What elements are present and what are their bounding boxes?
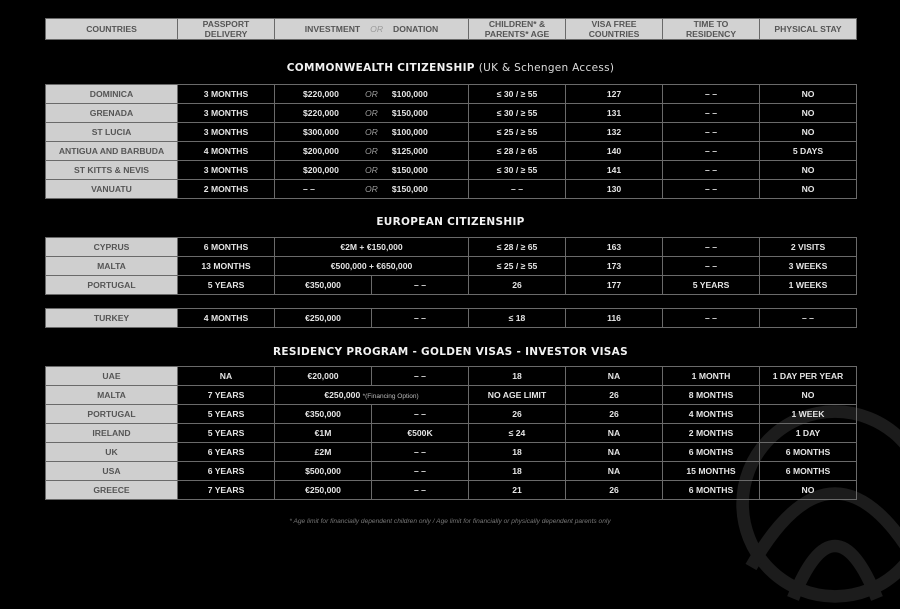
table-row: [46, 481, 857, 500]
residency-table: [45, 366, 857, 500]
table-row: [46, 238, 857, 257]
table-row: [46, 85, 857, 104]
time-to-residency-cell: 8 MONTHS: [663, 386, 760, 405]
physical-stay-cell: 5 DAYS: [760, 142, 857, 161]
age-cell: ≤ 28 / ≥ 65: [469, 238, 566, 257]
country-cell: TURKEY: [46, 309, 178, 328]
donation-value: $150,000: [391, 108, 428, 118]
passport-delivery-cell: 4 MONTHS: [178, 309, 275, 328]
passport-delivery-cell: 6 MONTHS: [178, 238, 275, 257]
table-row: [46, 309, 857, 328]
investment-cell: €250,000: [275, 309, 372, 328]
time-to-residency-cell: – –: [663, 309, 760, 328]
passport-delivery-cell: 13 MONTHS: [178, 257, 275, 276]
table-row: [46, 123, 857, 142]
financing-note: *(Financing Option): [362, 393, 419, 400]
physical-stay-cell: 1 WEEKS: [760, 276, 857, 295]
country-cell: ST KITTS & NEVIS: [46, 161, 178, 180]
investment-cell: €250,000: [275, 481, 372, 500]
passport-delivery-cell: 7 YEARS: [178, 386, 275, 405]
country-cell: GREECE: [46, 481, 178, 500]
physical-stay-cell: NO: [760, 481, 857, 500]
investment-cell: €20,000: [275, 367, 372, 386]
country-cell: ANTIGUA AND BARBUDA: [46, 142, 178, 161]
investment-combined-cell: €500,000 + €650,000: [275, 257, 469, 276]
age-cell: NO AGE LIMIT: [469, 386, 566, 405]
country-cell: GRENADA: [46, 104, 178, 123]
investment-combined-cell: €2M + €150,000: [275, 238, 469, 257]
time-to-residency-cell: – –: [663, 104, 760, 123]
table-row: [46, 180, 857, 199]
time-to-residency-cell: 2 MONTHS: [663, 424, 760, 443]
investment-cell: €350,000: [275, 276, 372, 295]
donation-value: $100,000: [391, 127, 428, 137]
visa-free-cell: 173: [566, 257, 663, 276]
donation-value: $100,000: [391, 89, 428, 99]
country-cell: VANUATU: [46, 180, 178, 199]
header-visa-free: VISA FREE COUNTRIES: [566, 19, 663, 40]
visa-free-cell: 132: [566, 123, 663, 142]
age-cell: 18: [469, 443, 566, 462]
age-cell: – –: [469, 180, 566, 199]
physical-stay-cell: NO: [760, 85, 857, 104]
country-cell: PORTUGAL: [46, 405, 178, 424]
age-cell: ≤ 30 / ≥ 55: [469, 161, 566, 180]
visa-free-cell: 26: [566, 405, 663, 424]
header-investment-or-donation: INVESTMENT OR DONATION: [275, 19, 469, 40]
time-to-residency-cell: 5 YEARS: [663, 276, 760, 295]
or-label: OR: [365, 165, 378, 175]
table-row: [46, 104, 857, 123]
european-table: [45, 237, 857, 295]
physical-stay-cell: NO: [760, 104, 857, 123]
donation-cell: €500K: [372, 424, 469, 443]
investment-cell: £2M: [275, 443, 372, 462]
time-to-residency-cell: 15 MONTHS: [663, 462, 760, 481]
investment-value: $200,000: [303, 146, 339, 156]
physical-stay-cell: 3 WEEKS: [760, 257, 857, 276]
investment-value: $200,000: [303, 165, 339, 175]
time-to-residency-cell: – –: [663, 161, 760, 180]
time-to-residency-cell: – –: [663, 238, 760, 257]
table-row: [46, 386, 857, 405]
country-cell: USA: [46, 462, 178, 481]
investment-value: $220,000: [303, 89, 339, 99]
age-cell: 18: [469, 367, 566, 386]
table-row: [46, 276, 857, 295]
passport-delivery-cell: 3 MONTHS: [178, 85, 275, 104]
investment-or-donation-cell: [275, 161, 469, 180]
age-cell: 26: [469, 276, 566, 295]
investment-cell: €350,000: [275, 405, 372, 424]
table-row: [46, 443, 857, 462]
table-row: [46, 257, 857, 276]
physical-stay-cell: 1 WEEK: [760, 405, 857, 424]
or-label: OR: [365, 89, 378, 99]
table-row: [46, 462, 857, 481]
donation-value: $150,000: [391, 184, 428, 194]
age-cell: 21: [469, 481, 566, 500]
visa-free-cell: 177: [566, 276, 663, 295]
donation-cell: – –: [372, 367, 469, 386]
visa-free-cell: 127: [566, 85, 663, 104]
physical-stay-cell: 1 DAY PER YEAR: [760, 367, 857, 386]
age-cell: ≤ 28 / ≥ 65: [469, 142, 566, 161]
physical-stay-cell: NO: [760, 386, 857, 405]
time-to-residency-cell: 6 MONTHS: [663, 481, 760, 500]
donation-cell: – –: [372, 462, 469, 481]
physical-stay-cell: 2 VISITS: [760, 238, 857, 257]
passport-delivery-cell: 3 MONTHS: [178, 123, 275, 142]
or-label: OR: [365, 146, 378, 156]
passport-delivery-cell: 5 YEARS: [178, 405, 275, 424]
header-countries: COUNTRIES: [46, 19, 178, 40]
time-to-residency-cell: 4 MONTHS: [663, 405, 760, 424]
time-to-residency-cell: – –: [663, 142, 760, 161]
physical-stay-cell: 1 DAY: [760, 424, 857, 443]
investment-cell: $500,000: [275, 462, 372, 481]
physical-stay-cell: 6 MONTHS: [760, 443, 857, 462]
column-header-table: [45, 18, 857, 40]
or-label: OR: [365, 108, 378, 118]
passport-delivery-cell: 5 YEARS: [178, 424, 275, 443]
visa-free-cell: 130: [566, 180, 663, 199]
investment-or-donation-cell: [275, 180, 469, 199]
passport-delivery-cell: 6 YEARS: [178, 443, 275, 462]
country-cell: MALTA: [46, 386, 178, 405]
header-passport-delivery: PASSPORT DELIVERY: [178, 19, 275, 40]
age-cell: ≤ 30 / ≥ 55: [469, 85, 566, 104]
passport-delivery-cell: 3 MONTHS: [178, 104, 275, 123]
visa-free-cell: 140: [566, 142, 663, 161]
commonwealth-table: [45, 84, 857, 199]
or-label: OR: [365, 184, 378, 194]
donation-cell: – –: [372, 481, 469, 500]
physical-stay-cell: NO: [760, 180, 857, 199]
investment-value: $220,000: [303, 108, 339, 118]
donation-cell: – –: [372, 309, 469, 328]
age-cell: ≤ 30 / ≥ 55: [469, 104, 566, 123]
age-cell: ≤ 18: [469, 309, 566, 328]
table-row: [46, 405, 857, 424]
visa-free-cell: NA: [566, 424, 663, 443]
table-row: [46, 161, 857, 180]
table-row: [46, 142, 857, 161]
age-cell: 26: [469, 405, 566, 424]
passport-delivery-cell: 4 MONTHS: [178, 142, 275, 161]
time-to-residency-cell: – –: [663, 123, 760, 142]
section-title-residency: RESIDENCY PROGRAM - GOLDEN VISAS - INVESTOR VISAS: [273, 346, 628, 358]
time-to-residency-cell: – –: [663, 85, 760, 104]
investment-cell: €1M: [275, 424, 372, 443]
time-to-residency-cell: 6 MONTHS: [663, 443, 760, 462]
passport-delivery-cell: 5 YEARS: [178, 276, 275, 295]
country-cell: IRELAND: [46, 424, 178, 443]
section-title-commonwealth: COMMONWEALTH CITIZENSHIP (UK & Schengen Access): [286, 62, 615, 74]
header-row: [46, 19, 857, 40]
investment-combined-cell: €250,000 *(Financing Option): [275, 386, 469, 405]
visa-free-cell: NA: [566, 443, 663, 462]
donation-cell: – –: [372, 405, 469, 424]
passport-delivery-cell: 7 YEARS: [178, 481, 275, 500]
section-title-european: EUROPEAN CITIZENSHIP: [376, 216, 525, 228]
passport-delivery-cell: 6 YEARS: [178, 462, 275, 481]
age-cell: 18: [469, 462, 566, 481]
country-cell: UAE: [46, 367, 178, 386]
investment-or-donation-cell: [275, 142, 469, 161]
physical-stay-cell: NO: [760, 161, 857, 180]
passport-delivery-cell: NA: [178, 367, 275, 386]
country-cell: DOMINICA: [46, 85, 178, 104]
header-time-to-residency: TIME TO RESIDENCY: [663, 19, 760, 40]
visa-free-cell: 26: [566, 481, 663, 500]
footnote: * Age limit for financially dependent children only / Age limit for financially or physically dependent parents only: [289, 518, 611, 525]
or-label: OR: [365, 127, 378, 137]
age-cell: ≤ 25 / ≥ 55: [469, 257, 566, 276]
investment-or-donation-cell: [275, 85, 469, 104]
table-row: [46, 424, 857, 443]
country-cell: ST LUCIA: [46, 123, 178, 142]
investment-or-donation-cell: [275, 123, 469, 142]
donation-cell: – –: [372, 276, 469, 295]
physical-stay-cell: NO: [760, 123, 857, 142]
time-to-residency-cell: – –: [663, 180, 760, 199]
country-cell: PORTUGAL: [46, 276, 178, 295]
visa-free-cell: 116: [566, 309, 663, 328]
investment-value: – –: [303, 184, 315, 194]
donation-value: $125,000: [391, 146, 428, 156]
investment-value: $300,000: [303, 127, 339, 137]
donation-value: $150,000: [391, 165, 428, 175]
header-age: CHILDREN* & PARENTS* AGE: [469, 19, 566, 40]
country-cell: CYPRUS: [46, 238, 178, 257]
time-to-residency-cell: 1 MONTH: [663, 367, 760, 386]
visa-free-cell: 141: [566, 161, 663, 180]
visa-free-cell: NA: [566, 367, 663, 386]
passport-delivery-cell: 2 MONTHS: [178, 180, 275, 199]
passport-delivery-cell: 3 MONTHS: [178, 161, 275, 180]
time-to-residency-cell: – –: [663, 257, 760, 276]
age-cell: ≤ 25 / ≥ 55: [469, 123, 566, 142]
donation-cell: – –: [372, 443, 469, 462]
visa-free-cell: 26: [566, 386, 663, 405]
physical-stay-cell: 6 MONTHS: [760, 462, 857, 481]
physical-stay-cell: – –: [760, 309, 857, 328]
visa-free-cell: 131: [566, 104, 663, 123]
turkey-table: [45, 308, 857, 328]
age-cell: ≤ 24: [469, 424, 566, 443]
table-row: [46, 367, 857, 386]
country-cell: UK: [46, 443, 178, 462]
header-physical-stay: PHYSICAL STAY: [760, 19, 857, 40]
visa-free-cell: 163: [566, 238, 663, 257]
investment-or-donation-cell: [275, 104, 469, 123]
country-cell: MALTA: [46, 257, 178, 276]
visa-free-cell: NA: [566, 462, 663, 481]
